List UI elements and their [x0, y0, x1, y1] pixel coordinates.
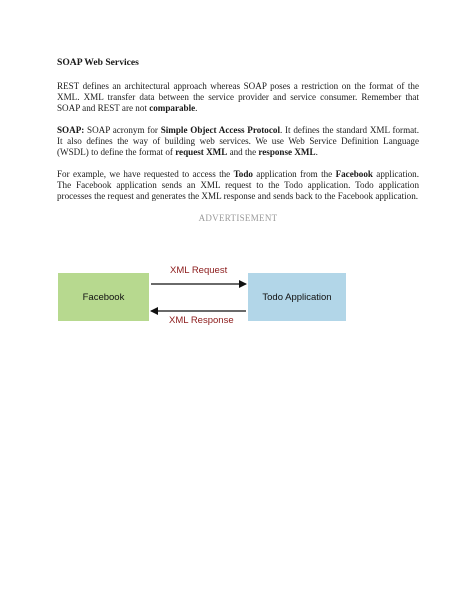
facebook-box-label: Facebook	[82, 291, 125, 303]
paragraph-rest-soap: REST defines an architectural approach whereas SOAP poses a restriction on the format of the XML. XML transfer data between the service provider and service consumer. Remember that SOAP and REST are not comparable.	[57, 81, 419, 113]
request-response-diagram	[58, 265, 358, 345]
advertisement-label: ADVERTISEMENT	[198, 213, 278, 223]
paragraph-soap-definition: SOAP: SOAP acronym for Simple Object Access Protocol. It defines the standard XML format. It also defines the way of building web services. We use Web Service Definition Language (WSDL) to define the format of request XML and the response XML.	[57, 125, 419, 157]
page-title: SOAP Web Services	[57, 57, 139, 68]
xml-request-label: XML Request	[170, 265, 228, 276]
todo-application-box	[248, 273, 346, 321]
document-body	[57, 57, 419, 224]
xml-response-label: XML Response	[169, 315, 234, 326]
paragraph-example: For example, we have requested to access the Todo application from the Facebook application. The Facebook application sends an XML request to the Todo application. Todo application processes the request and generates the XML response and sends back to the Facebook application.	[57, 169, 419, 201]
todo-box-label: Todo Application	[262, 291, 332, 303]
facebook-box	[58, 273, 149, 321]
